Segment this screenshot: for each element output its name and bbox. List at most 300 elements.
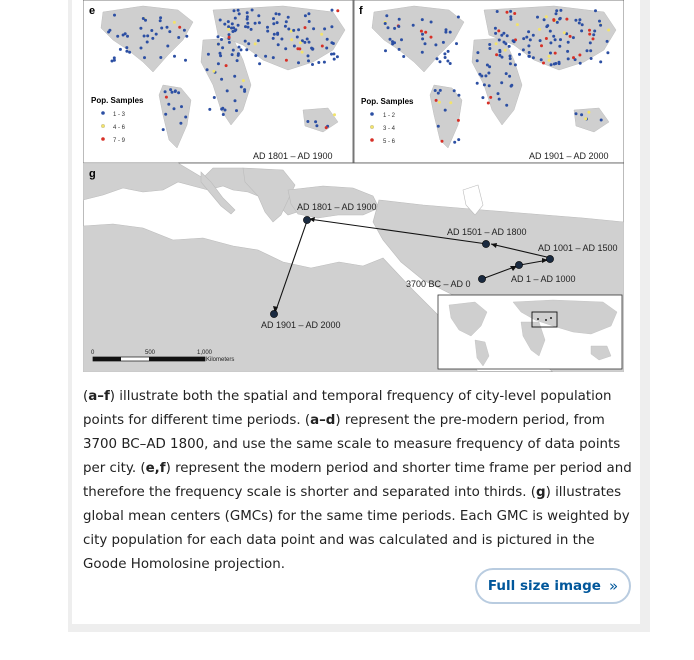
city-point <box>243 90 246 93</box>
city-point <box>488 43 491 46</box>
city-point <box>180 105 183 108</box>
city-point <box>457 138 460 141</box>
gmc-point-3 <box>546 255 553 262</box>
panel-g-letter: g <box>89 168 96 180</box>
city-point <box>116 35 119 38</box>
city-point <box>549 30 552 33</box>
city-point <box>184 116 187 119</box>
city-point <box>217 35 220 38</box>
city-point <box>151 37 154 40</box>
city-point <box>311 63 314 66</box>
city-point <box>219 52 222 55</box>
city-point <box>272 17 275 20</box>
city-point <box>304 14 307 17</box>
city-point <box>280 38 283 41</box>
city-point <box>442 41 445 44</box>
panel-f-period: AD 1901 – AD 2000 <box>529 151 609 161</box>
city-point <box>389 38 392 41</box>
city-point <box>545 15 548 18</box>
city-point <box>321 45 324 48</box>
city-point <box>481 96 484 99</box>
city-point <box>552 35 555 38</box>
city-point <box>217 62 220 65</box>
city-point <box>173 107 176 110</box>
city-point <box>593 30 596 33</box>
city-point <box>554 38 557 41</box>
city-point <box>540 58 543 61</box>
city-point <box>276 33 279 36</box>
city-point <box>592 33 595 36</box>
city-point <box>457 16 460 19</box>
city-point <box>421 51 424 54</box>
city-point <box>393 41 396 44</box>
city-point <box>384 22 387 25</box>
legend-f-label-2: 3 - 4 <box>383 126 396 132</box>
city-point <box>483 83 486 86</box>
city-point <box>600 119 603 122</box>
city-point <box>221 46 224 49</box>
caption-bold-e-f: e,f <box>145 461 166 476</box>
city-point <box>522 48 525 51</box>
legend-f-marker-2 <box>370 125 374 129</box>
city-point <box>140 47 143 50</box>
city-point <box>543 18 546 21</box>
city-point <box>126 35 129 38</box>
city-point <box>495 42 498 45</box>
city-point <box>476 59 479 62</box>
city-point <box>236 59 239 62</box>
city-point <box>539 39 542 42</box>
city-point <box>332 52 335 55</box>
panel-f-letter: f <box>359 5 363 17</box>
city-point <box>421 18 424 21</box>
city-point <box>293 45 296 48</box>
city-point <box>598 20 601 23</box>
city-point <box>258 62 261 65</box>
city-point <box>497 29 500 32</box>
caption-bold-g: g <box>536 485 546 500</box>
city-point <box>166 26 169 29</box>
city-point <box>242 79 245 82</box>
city-point <box>508 75 511 78</box>
city-point <box>437 125 440 128</box>
city-point <box>532 56 535 59</box>
city-point <box>227 25 230 28</box>
city-point <box>506 34 509 37</box>
city-point <box>444 109 447 112</box>
city-point <box>443 52 446 55</box>
city-point <box>385 14 388 17</box>
city-point <box>599 24 602 27</box>
city-point <box>578 22 581 25</box>
city-point <box>594 9 597 12</box>
city-point <box>542 62 545 65</box>
city-point <box>545 37 548 40</box>
caption-text-1: ) illustrate both the spatial and temporal frequency of city-level population points for different time periods. ( <box>83 389 612 428</box>
city-point <box>177 91 180 94</box>
legend-f-label-3: 5 - 6 <box>383 139 396 145</box>
city-point <box>553 63 556 66</box>
city-point <box>179 122 182 125</box>
legend-e-label-2: 4 - 6 <box>113 125 126 131</box>
figure-image <box>83 0 624 372</box>
city-point <box>559 38 562 41</box>
city-point <box>587 111 590 114</box>
city-point <box>212 70 215 73</box>
city-point <box>402 55 405 58</box>
city-point <box>297 61 300 64</box>
city-point <box>227 20 230 23</box>
city-point <box>275 12 278 15</box>
city-point <box>514 63 517 66</box>
caption-text-0: ( <box>83 389 89 404</box>
city-point <box>509 62 512 65</box>
city-point <box>580 113 583 116</box>
city-point <box>421 33 424 36</box>
city-point <box>238 46 241 49</box>
city-point <box>231 53 234 56</box>
city-point <box>159 16 162 19</box>
city-point <box>124 32 127 35</box>
city-point <box>421 37 424 40</box>
city-point <box>325 47 328 50</box>
city-point <box>219 54 222 57</box>
city-point <box>146 41 149 44</box>
city-point <box>303 41 306 44</box>
city-point <box>113 14 116 17</box>
legend-f-marker-3 <box>370 138 374 142</box>
city-point <box>307 54 310 57</box>
city-point <box>304 26 307 29</box>
city-point <box>453 89 456 92</box>
city-point <box>574 19 577 22</box>
city-point <box>563 31 566 34</box>
city-point <box>487 102 490 105</box>
city-point <box>184 59 187 62</box>
city-point <box>446 60 449 63</box>
city-point <box>314 120 317 123</box>
caption-text-3: ) represent the modern period and shorter time frame per period and therefore the frequency scale is shorter and separated into thirds. ( <box>83 461 632 500</box>
city-point <box>277 43 280 46</box>
city-point <box>584 117 587 120</box>
city-point <box>494 27 497 30</box>
city-point <box>439 60 442 63</box>
city-point <box>555 9 558 12</box>
full-size-image-button[interactable] <box>475 568 631 604</box>
city-point <box>287 16 290 19</box>
figure-caption <box>83 385 635 577</box>
city-point <box>455 42 458 45</box>
city-point <box>559 9 562 12</box>
city-point <box>143 56 146 59</box>
gmc-point-1 <box>478 275 485 282</box>
gmc-point-2 <box>515 261 522 268</box>
city-point <box>599 60 602 63</box>
city-point <box>476 51 479 54</box>
city-point <box>527 55 530 58</box>
city-point <box>558 45 561 48</box>
city-point <box>296 36 299 39</box>
city-point <box>529 38 532 41</box>
city-point <box>498 98 501 101</box>
city-point <box>220 38 223 41</box>
city-point <box>567 57 570 60</box>
city-point <box>510 84 513 87</box>
city-point <box>168 30 171 33</box>
city-point <box>565 18 568 21</box>
city-point <box>439 89 442 92</box>
city-point <box>266 30 269 33</box>
city-point <box>237 24 240 27</box>
legend-f-marker-1 <box>370 112 374 116</box>
city-point <box>393 27 396 30</box>
city-point <box>508 45 511 48</box>
city-point <box>505 72 508 75</box>
city-point <box>169 88 172 91</box>
city-point <box>449 101 452 104</box>
city-point <box>251 9 254 12</box>
legend-e-marker-2 <box>101 124 105 128</box>
city-point <box>518 53 521 56</box>
city-point <box>572 36 575 39</box>
city-point <box>258 21 261 24</box>
city-point <box>113 59 116 62</box>
gmc-point-5 <box>303 216 310 223</box>
city-point <box>331 9 334 12</box>
city-point <box>308 41 311 44</box>
city-point <box>254 54 257 57</box>
city-point <box>155 33 158 36</box>
city-point <box>556 21 559 24</box>
city-point <box>247 42 250 45</box>
city-point <box>159 56 162 59</box>
city-point <box>398 48 401 51</box>
city-point <box>484 74 487 77</box>
gmc-label-4: AD 1501 – AD 1800 <box>447 227 527 237</box>
city-point <box>232 49 235 52</box>
city-point <box>509 15 512 18</box>
city-point <box>498 39 501 42</box>
city-point <box>590 57 593 60</box>
city-point <box>435 99 438 102</box>
full-size-image-label: Full size image <box>487 578 601 594</box>
city-point <box>208 108 211 111</box>
city-point <box>607 29 610 32</box>
city-point <box>246 11 249 14</box>
city-point <box>588 29 591 32</box>
city-point <box>217 43 220 46</box>
city-point <box>509 18 512 21</box>
city-point <box>558 18 561 21</box>
city-point <box>185 35 188 38</box>
city-point <box>333 58 336 61</box>
city-point <box>317 61 320 64</box>
city-point <box>326 38 329 41</box>
city-point <box>143 35 146 38</box>
city-point <box>296 47 299 50</box>
city-point <box>228 41 231 44</box>
city-point <box>245 48 248 51</box>
caption-bold-a-f: a–f <box>88 389 110 404</box>
city-point <box>501 56 504 59</box>
city-point <box>233 75 236 78</box>
city-point <box>323 61 326 64</box>
city-point <box>554 52 557 55</box>
city-point <box>528 51 531 54</box>
city-point <box>306 120 309 123</box>
city-point <box>546 24 549 27</box>
city-point <box>226 89 229 92</box>
city-point <box>160 27 163 30</box>
city-point <box>246 22 249 25</box>
city-point <box>287 28 290 31</box>
city-point <box>444 56 447 59</box>
city-point <box>509 10 512 13</box>
city-point <box>290 38 293 41</box>
city-point <box>125 50 128 53</box>
city-point <box>592 37 595 40</box>
city-point <box>139 27 142 30</box>
city-point <box>580 29 583 32</box>
city-point <box>285 20 288 23</box>
scale-tick-500: 500 <box>145 350 156 356</box>
city-point <box>183 29 186 32</box>
city-point <box>397 25 400 28</box>
city-point <box>207 53 210 56</box>
city-point <box>572 56 575 59</box>
city-point <box>457 94 460 97</box>
legend-e-marker-1 <box>101 111 105 115</box>
city-point <box>213 96 216 99</box>
scale-tick-0: 0 <box>91 350 95 356</box>
city-point <box>567 41 570 44</box>
city-point <box>487 72 490 75</box>
city-point <box>220 108 223 111</box>
city-point <box>436 57 439 60</box>
city-point <box>223 23 226 26</box>
city-point <box>225 64 228 67</box>
city-point <box>437 92 440 95</box>
legend-e-marker-3 <box>101 137 105 141</box>
city-point <box>278 13 281 16</box>
city-point <box>240 48 243 51</box>
city-point <box>550 63 553 66</box>
city-point <box>173 55 176 58</box>
city-point <box>505 104 508 107</box>
city-point <box>174 90 177 93</box>
city-point <box>308 20 311 23</box>
city-point <box>222 113 225 116</box>
city-point <box>171 91 174 94</box>
city-point <box>166 45 169 48</box>
city-point <box>257 14 260 17</box>
gmc-label-5: AD 1801 – AD 1900 <box>297 202 377 212</box>
city-point <box>272 37 275 40</box>
gmc-point-6 <box>270 310 277 317</box>
city-point <box>292 29 295 32</box>
city-point <box>325 126 328 129</box>
city-point <box>516 23 519 26</box>
city-point <box>398 18 401 21</box>
panel-e-period: AD 1801 – AD 1900 <box>253 151 333 161</box>
city-point <box>575 112 578 115</box>
city-point <box>284 47 287 50</box>
city-point <box>578 54 581 57</box>
city-point <box>254 42 257 45</box>
legend-e-label-3: 7 - 9 <box>113 138 126 144</box>
city-point <box>237 52 240 55</box>
city-point <box>299 41 302 44</box>
legend-f-label-1: 1 - 2 <box>383 113 396 119</box>
city-point <box>494 32 497 35</box>
city-point <box>206 68 209 71</box>
gmc-label-6: AD 1901 – AD 2000 <box>261 320 341 330</box>
city-point <box>315 124 318 127</box>
city-point <box>424 31 427 34</box>
city-point <box>578 18 581 21</box>
city-point <box>306 38 309 41</box>
scale-unit: Kilometers <box>206 357 235 363</box>
city-point <box>438 101 441 104</box>
city-point <box>536 16 539 19</box>
city-point <box>276 21 279 24</box>
city-point <box>548 59 551 62</box>
city-point <box>234 28 237 31</box>
city-point <box>588 33 591 36</box>
city-point <box>606 40 609 43</box>
city-point <box>284 25 287 28</box>
city-point <box>323 27 326 30</box>
city-point <box>489 96 492 99</box>
city-point <box>513 12 516 15</box>
city-point <box>247 26 250 29</box>
city-point <box>119 48 122 51</box>
city-point <box>412 24 415 27</box>
city-point <box>173 21 176 24</box>
panel-e-letter: e <box>89 5 96 17</box>
city-point <box>272 56 275 59</box>
panel-f <box>354 0 624 163</box>
city-point <box>144 19 147 22</box>
city-point <box>234 17 237 20</box>
city-point <box>581 23 584 26</box>
city-point <box>420 30 423 33</box>
legend-e-label-1: 1 - 3 <box>113 112 126 118</box>
city-point <box>447 50 450 53</box>
city-point <box>606 51 609 54</box>
city-point <box>254 22 257 25</box>
caption-bold-a-d: a–d <box>310 413 336 428</box>
city-point <box>164 90 167 93</box>
caption-text-4: ) illustrates global mean centers (GMCs) for the same time periods. Each GMC is weighted by city population for each data point and was calculated and is pictured in the Goode Homolosine projection. <box>83 485 630 572</box>
city-point <box>476 82 479 85</box>
city-point <box>527 44 530 47</box>
city-point <box>238 12 241 15</box>
city-point <box>150 29 153 32</box>
panel-e <box>83 0 353 163</box>
city-point <box>434 89 437 92</box>
city-point <box>165 96 168 99</box>
city-point <box>555 12 558 15</box>
city-point <box>128 51 131 54</box>
city-point <box>244 25 247 28</box>
city-point <box>566 50 569 53</box>
city-point <box>506 11 509 14</box>
city-point <box>496 10 499 13</box>
city-point <box>146 34 149 37</box>
city-point <box>266 26 269 29</box>
city-point <box>538 28 541 31</box>
